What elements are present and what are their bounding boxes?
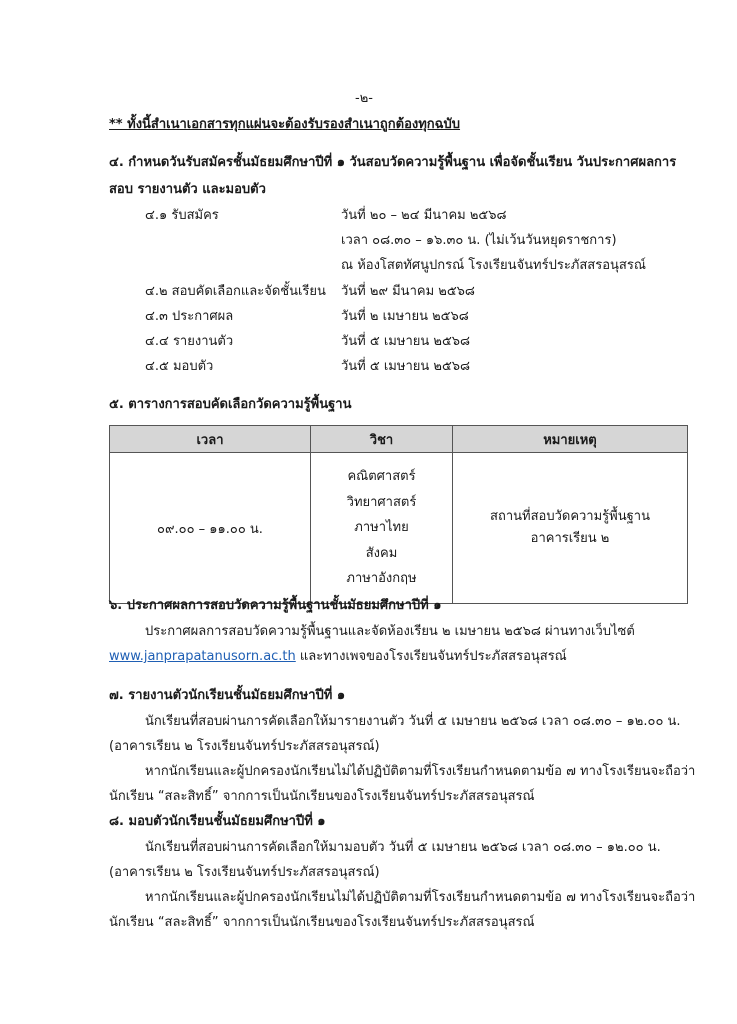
- schedule-value: วันที่ ๒๐ – ๒๔ มีนาคม ๒๕๖๘: [341, 208, 507, 223]
- table-header-remark: หมายเหตุ: [453, 426, 688, 453]
- section-6-text: ประกาศผลการสอบวัดความรู้พื้นฐานและจัดห้องเรียน ๒ เมษายน ๒๕๖๘ ผ่านทางเว็บไซต์: [145, 624, 635, 639]
- page-number: -๒-: [355, 91, 373, 106]
- schedule-value: วันที่ ๕ เมษายน ๒๕๖๘: [341, 334, 471, 349]
- section-8-text: (อาคารเรียน ๒ โรงเรียนจันทร์ประภัสสรอนุสรณ์): [109, 865, 380, 880]
- subject-item: สังคม: [365, 545, 398, 561]
- section-8-heading: ๘. มอบตัวนักเรียนชั้นมัธยมศึกษาปีที่ ๑: [109, 814, 326, 829]
- table-header-time: เวลา: [110, 426, 311, 453]
- schedule-label: ๔.๓ ประกาศผล: [145, 309, 234, 324]
- subject-item: วิทยาศาสตร์: [346, 494, 417, 510]
- section-8-text: นักเรียนที่สอบผ่านการคัดเลือกให้มามอบตัว วันที่ ๕ เมษายน ๒๕๖๘ เวลา ๐๘.๓๐ – ๑๒.๐๐ น.: [145, 840, 661, 855]
- remark-line: สถานที่สอบวัดความรู้พื้นฐาน: [490, 509, 650, 524]
- section-4-heading-line1: ๔. กำหนดวันรับสมัครชั้นมัธยมศึกษาปีที่ ๑ วันสอบวัดความรู้พื้นฐาน เพื่อจัดชั้นเรียน วันประกาศผลการ: [109, 155, 677, 170]
- section-7-text: นักเรียน “สละสิทธิ์” จากการเป็นนักเรียนของโรงเรียนจันทร์ประภัสสรอนุสรณ์: [109, 789, 535, 804]
- subject-item: ภาษาอังกฤษ: [346, 571, 417, 587]
- section-6-text-line2: [109, 649, 567, 665]
- website-link[interactable]: www.janprapatanusorn.ac.th: [109, 649, 296, 664]
- section-6-text-rest: และทางเพจของโรงเรียนจันทร์ประภัสสรอนุสรณ์: [295, 649, 567, 664]
- section-8-text: นักเรียน “สละสิทธิ์” จากการเป็นนักเรียนของโรงเรียนจันทร์ประภัสสรอนุสรณ์: [109, 915, 535, 930]
- schedule-label: ๔.๕ มอบตัว: [145, 359, 214, 374]
- schedule-value: วันที่ ๕ เมษายน ๒๕๖๘: [341, 359, 471, 374]
- exam-subjects-cell: [311, 453, 453, 604]
- subject-item: คณิตศาสตร์: [347, 469, 416, 485]
- exam-schedule-table: [109, 425, 688, 604]
- schedule-value: วันที่ ๒ เมษายน ๒๕๖๘: [341, 309, 469, 324]
- schedule-label: ๔.๑ รับสมัคร: [145, 208, 219, 223]
- schedule-value: เวลา ๐๘.๓๐ – ๑๖.๓๐ น. (ไม่เว้นวันหยุดราชการ): [341, 233, 617, 248]
- exam-time-cell: ๐๙.๐๐ – ๑๑.๐๐ น.: [110, 453, 311, 604]
- table-header-subject: วิชา: [311, 426, 453, 453]
- section-7-heading: ๗. รายงานตัวนักเรียนชั้นมัธยมศึกษาปีที่ ๑: [109, 688, 346, 703]
- section-7-text: หากนักเรียนและผู้ปกครองนักเรียนไม่ได้ปฏิบัติตามที่โรงเรียนกำหนดตามข้อ ๗ ทางโรงเรียนจะถือว่า: [145, 764, 696, 779]
- section-5-heading: ๕. ตารางการสอบคัดเลือกวัดความรู้พื้นฐาน: [109, 397, 352, 412]
- schedule-label: ๔.๒ สอบคัดเลือกและจัดชั้นเรียน: [145, 284, 326, 299]
- table-row: [110, 453, 688, 604]
- subject-item: ภาษาไทย: [354, 520, 409, 536]
- certification-notice: ** ทั้งนี้สำเนาเอกสารทุกแผ่นจะต้องรับรองสำเนาถูกต้องทุกฉบับ: [109, 117, 461, 132]
- section-7-text: (อาคารเรียน ๒ โรงเรียนจันทร์ประภัสสรอนุสรณ์): [109, 739, 380, 754]
- section-8-text: หากนักเรียนและผู้ปกครองนักเรียนไม่ได้ปฏิบัติตามที่โรงเรียนกำหนดตามข้อ ๗ ทางโรงเรียนจะถือว่า: [145, 890, 696, 905]
- remark-line: อาคารเรียน ๒: [530, 531, 610, 546]
- table-header-row: [110, 426, 688, 453]
- schedule-value: วันที่ ๒๙ มีนาคม ๒๕๖๘: [341, 284, 475, 299]
- section-4-heading-line2: สอบ รายงานตัว และมอบตัว: [109, 182, 266, 197]
- exam-remark-cell: [453, 453, 688, 604]
- schedule-label: ๔.๔ รายงานตัว: [145, 334, 234, 349]
- schedule-value: ณ ห้องโสตทัศนูปกรณ์ โรงเรียนจันทร์ประภัสสรอนุสรณ์: [341, 258, 646, 273]
- section-7-text: นักเรียนที่สอบผ่านการคัดเลือกให้มารายงานตัว วันที่ ๕ เมษายน ๒๕๖๘ เวลา ๐๘.๓๐ – ๑๒.๐๐ น.: [145, 714, 681, 729]
- section-6-heading: ๖. ประกาศผลการสอบวัดความรู้พื้นฐานชั้นมัธยมศึกษาปีที่ ๑: [109, 598, 442, 613]
